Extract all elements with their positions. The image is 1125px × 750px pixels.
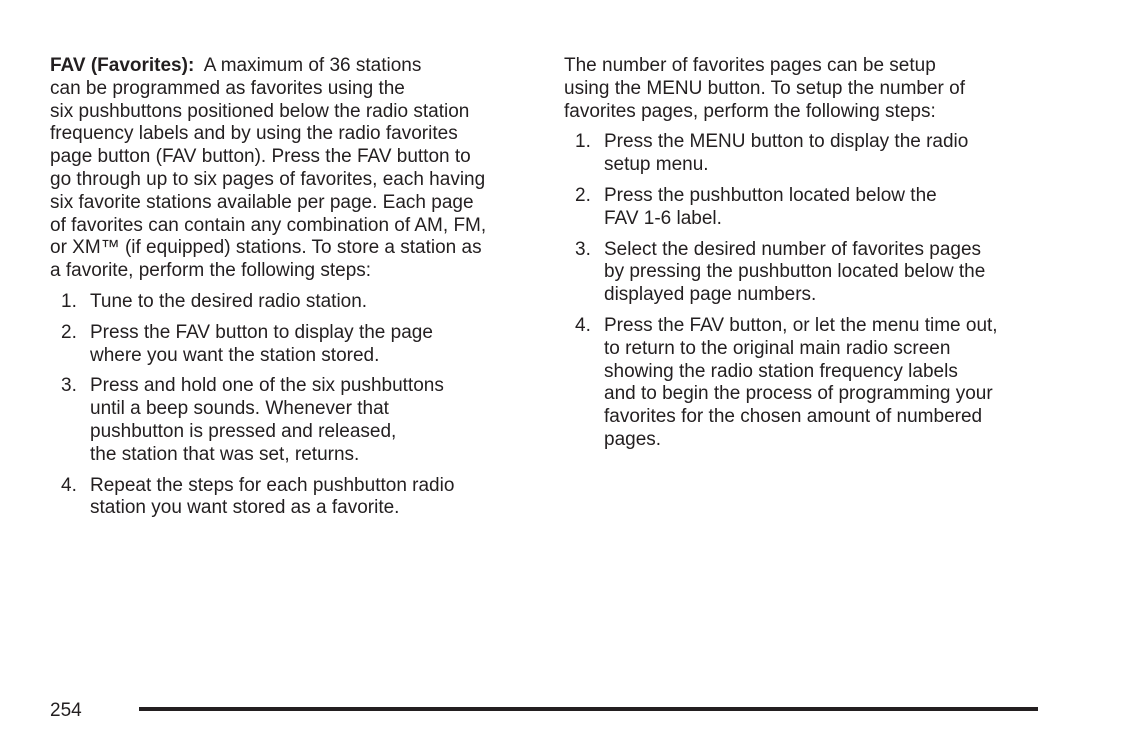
intro-line: can be programmed as favorites using the	[50, 77, 405, 99]
fav-intro-paragraph	[50, 55, 530, 283]
step-text: pages.	[604, 428, 662, 450]
store-favorite-steps	[50, 291, 530, 520]
step-number: 2.	[61, 321, 77, 343]
fav-term-heading: FAV (Favorites):	[50, 55, 195, 76]
step-text: FAV 1-6 label.	[604, 207, 722, 229]
step-text: Repeat the steps for each pushbutton radio	[90, 474, 455, 496]
pages-setup-paragraph	[564, 55, 1039, 123]
footer-divider	[139, 707, 1038, 711]
step-item	[50, 291, 530, 314]
intro-line: frequency labels and by using the radio favorites	[50, 123, 458, 145]
setup-pages-steps	[564, 131, 1039, 451]
intro-line: six pushbuttons positioned below the radio station	[50, 100, 470, 122]
step-text: until a beep sounds. Whenever that	[90, 398, 389, 420]
step-text: Press the pushbutton located below the	[604, 184, 937, 206]
step-text: Select the desired number of favorites pages	[604, 238, 982, 260]
step-text: and to begin the process of programming your	[604, 383, 993, 405]
step-number: 3.	[575, 238, 591, 260]
step-text: Press the FAV button, or let the menu time out,	[604, 314, 998, 336]
step-item	[564, 185, 1039, 231]
step-item	[564, 131, 1039, 177]
step-text: pushbutton is pressed and released,	[90, 420, 397, 442]
intro-line: of favorites can contain any combination of AM, FM,	[50, 214, 487, 236]
step-text: the station that was set, returns.	[90, 443, 360, 465]
intro-line: or XM™ (if equipped) stations. To store a station as	[50, 237, 482, 259]
step-text: by pressing the pushbutton located below the	[604, 261, 986, 283]
step-number: 4.	[61, 474, 77, 496]
intro-line: favorites pages, perform the following steps:	[564, 100, 936, 122]
step-text: Press the FAV button to display the page	[90, 321, 433, 343]
intro-line: The number of favorites pages can be setup	[564, 55, 936, 76]
step-number: 4.	[575, 314, 591, 336]
intro-line: A maximum of 36 stations	[203, 55, 422, 76]
step-text: displayed page numbers.	[604, 284, 817, 306]
step-item	[564, 239, 1039, 307]
step-number: 1.	[61, 290, 77, 312]
step-number: 2.	[575, 184, 591, 206]
intro-line: page button (FAV button). Press the FAV button to	[50, 146, 471, 168]
step-text: favorites for the chosen amount of numbered	[604, 406, 983, 428]
step-number: 1.	[575, 131, 591, 153]
step-item	[50, 322, 530, 368]
intro-line: six favorite stations available per page. Each page	[50, 191, 474, 213]
intro-line: using the MENU button. To setup the number of	[564, 77, 965, 99]
page-number: 254	[50, 700, 82, 721]
step-text: to return to the original main radio screen	[604, 337, 951, 359]
step-text: station you want stored as a favorite.	[90, 497, 400, 519]
step-text: Press the MENU button to display the radio	[604, 131, 969, 153]
step-item	[50, 475, 530, 521]
right-column	[564, 55, 1039, 460]
left-column	[50, 55, 530, 528]
step-text: Press and hold one of the six pushbuttons	[90, 375, 444, 397]
step-text: Tune to the desired radio station.	[90, 290, 368, 312]
step-number: 3.	[61, 375, 77, 397]
step-item	[564, 315, 1039, 452]
intro-line: a favorite, perform the following steps:	[50, 260, 372, 282]
step-text: showing the radio station frequency labels	[604, 360, 958, 382]
step-text: setup menu.	[604, 154, 709, 176]
step-item	[50, 375, 530, 466]
step-text: where you want the station stored.	[90, 344, 380, 366]
intro-line: go through up to six pages of favorites, each having	[50, 168, 486, 190]
